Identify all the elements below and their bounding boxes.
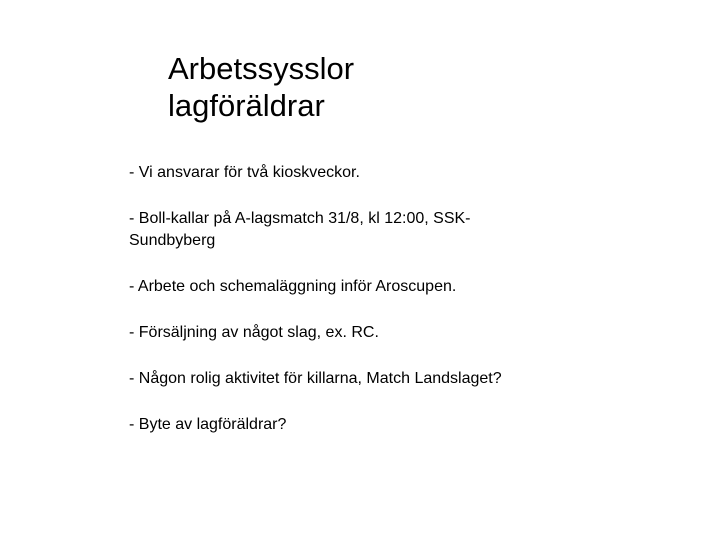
list-item: - Boll-kallar på A-lagsmatch 31/8, kl 12:00, SSK-Sundbyberg <box>129 210 471 249</box>
bullet-list <box>129 162 549 460</box>
list-item: - Försäljning av något slag, ex. RC. <box>129 324 379 341</box>
list-item: - Någon rolig aktivitet för killarna, Match Landslaget? <box>129 370 502 387</box>
list-item: - Byte av lagföräldrar? <box>129 416 287 433</box>
slide-title-line-1: Arbetssysslor <box>168 51 355 86</box>
slide-title-line-2: lagföräldrar <box>168 88 325 123</box>
list-item: - Arbete och schemaläggning inför Aroscupen. <box>129 278 457 295</box>
list-item: - Vi ansvarar för två kioskveckor. <box>129 164 360 181</box>
slide-title <box>168 50 588 124</box>
